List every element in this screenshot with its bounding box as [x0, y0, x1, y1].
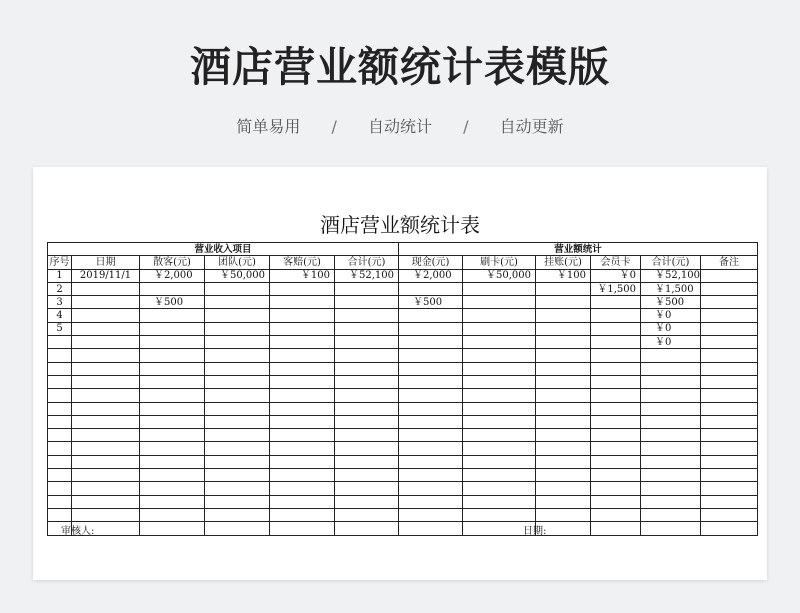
table-cell[interactable] — [72, 469, 140, 482]
table-cell[interactable] — [463, 309, 536, 322]
table-cell[interactable] — [463, 362, 536, 375]
table-cell[interactable] — [48, 389, 72, 402]
table-cell[interactable] — [270, 455, 335, 468]
table-cell[interactable] — [335, 508, 399, 521]
table-cell[interactable] — [463, 322, 536, 335]
table-cell[interactable]: ￥100 — [270, 269, 335, 282]
table-cell[interactable] — [701, 375, 758, 388]
table-cell[interactable] — [140, 402, 205, 415]
table-cell[interactable] — [536, 282, 591, 295]
table-cell[interactable] — [48, 415, 72, 428]
table-row — [48, 522, 758, 535]
table-cell[interactable] — [205, 442, 270, 455]
table-cell[interactable] — [701, 389, 758, 402]
table-cell[interactable] — [335, 296, 399, 309]
table-cell[interactable] — [72, 282, 140, 295]
table-cell[interactable] — [701, 482, 758, 495]
table-cell[interactable] — [536, 508, 591, 521]
table-cell[interactable] — [205, 508, 270, 521]
table-cell[interactable]: 5 — [48, 322, 72, 335]
table-cell[interactable] — [140, 469, 205, 482]
table-cell[interactable] — [463, 482, 536, 495]
table-cell[interactable] — [205, 429, 270, 442]
revenue-table — [47, 242, 758, 536]
table-cell[interactable] — [641, 362, 701, 375]
table-cell[interactable] — [270, 389, 335, 402]
table-cell[interactable] — [72, 402, 140, 415]
table-cell[interactable]: ￥2,000 — [399, 269, 463, 282]
table-row — [48, 455, 758, 468]
table-row — [48, 508, 758, 521]
table-cell[interactable] — [335, 309, 399, 322]
table-cell[interactable] — [536, 362, 591, 375]
table-cell[interactable] — [140, 522, 205, 535]
table-cell[interactable] — [701, 402, 758, 415]
tag-auto-stat: 自动统计 — [367, 117, 432, 136]
table-cell[interactable] — [399, 282, 463, 295]
table-cell[interactable] — [270, 375, 335, 388]
table-cell[interactable] — [536, 309, 591, 322]
column-header: 团队(元) — [205, 256, 270, 269]
table-cell[interactable] — [701, 282, 758, 295]
table-cell[interactable] — [591, 322, 641, 335]
table-cell[interactable] — [270, 415, 335, 428]
column-header: 备注 — [701, 256, 758, 269]
table-cell[interactable] — [205, 415, 270, 428]
table-cell[interactable] — [536, 296, 591, 309]
table-cell[interactable] — [536, 336, 591, 349]
table-cell[interactable] — [48, 402, 72, 415]
table-cell[interactable] — [270, 349, 335, 362]
table-cell[interactable] — [270, 402, 335, 415]
table-cell[interactable] — [591, 362, 641, 375]
table-row — [48, 442, 758, 455]
table-cell[interactable] — [399, 442, 463, 455]
table-cell[interactable] — [399, 362, 463, 375]
table-cell[interactable] — [140, 309, 205, 322]
table-cell[interactable]: ￥1,500 — [641, 282, 701, 295]
table-cell[interactable] — [463, 349, 536, 362]
column-header: 序号 — [49, 256, 70, 268]
table-cell[interactable]: ￥100 — [536, 269, 591, 282]
feature-tagline — [0, 114, 800, 137]
table-cell[interactable] — [335, 375, 399, 388]
table-cell[interactable] — [48, 482, 72, 495]
table-cell[interactable] — [140, 415, 205, 428]
table-cell[interactable] — [641, 482, 701, 495]
table-cell[interactable] — [48, 362, 72, 375]
table-cell[interactable] — [701, 429, 758, 442]
table-cell[interactable] — [591, 429, 641, 442]
table-cell[interactable] — [48, 469, 72, 482]
table-cell[interactable] — [701, 455, 758, 468]
table-cell[interactable] — [335, 282, 399, 295]
table-cell[interactable] — [536, 442, 591, 455]
table-cell[interactable] — [701, 495, 758, 508]
table-cell[interactable] — [205, 309, 270, 322]
table-cell[interactable] — [270, 362, 335, 375]
table-cell[interactable] — [463, 296, 536, 309]
table-cell[interactable] — [591, 482, 641, 495]
table-row — [48, 375, 758, 388]
table-cell[interactable] — [72, 482, 140, 495]
table-cell[interactable] — [701, 442, 758, 455]
table-cell[interactable] — [701, 362, 758, 375]
table-cell[interactable] — [205, 362, 270, 375]
table-cell[interactable] — [335, 336, 399, 349]
table-cell[interactable] — [140, 455, 205, 468]
table-cell[interactable] — [270, 508, 335, 521]
table-cell[interactable] — [270, 442, 335, 455]
table-cell[interactable]: ￥1,500 — [591, 282, 641, 295]
table-cell[interactable] — [591, 375, 641, 388]
table-cell[interactable] — [270, 322, 335, 335]
table-cell[interactable] — [701, 322, 758, 335]
table-row — [48, 282, 758, 295]
table-cell[interactable] — [399, 322, 463, 335]
table-cell[interactable] — [140, 362, 205, 375]
table-cell[interactable] — [140, 495, 205, 508]
table-row — [48, 482, 758, 495]
reviewer-label: 审核人: — [61, 526, 95, 537]
table-cell[interactable] — [335, 402, 399, 415]
group-header-row — [48, 243, 758, 256]
table-cell[interactable] — [399, 389, 463, 402]
table-cell[interactable] — [641, 442, 701, 455]
table-cell[interactable] — [72, 296, 140, 309]
table-cell[interactable] — [270, 336, 335, 349]
table-cell[interactable] — [591, 336, 641, 349]
table-cell[interactable] — [641, 402, 701, 415]
table-cell[interactable] — [536, 375, 591, 388]
table-cell[interactable]: ￥500 — [399, 296, 463, 309]
table-cell[interactable] — [48, 429, 72, 442]
table-cell[interactable] — [536, 322, 591, 335]
table-cell[interactable] — [140, 349, 205, 362]
table-cell[interactable] — [335, 362, 399, 375]
table-cell[interactable] — [536, 455, 591, 468]
table-cell[interactable]: 4 — [48, 309, 72, 322]
table-row — [48, 495, 758, 508]
table-cell[interactable] — [72, 495, 140, 508]
table-cell[interactable] — [72, 389, 140, 402]
table-cell[interactable] — [205, 469, 270, 482]
table-cell[interactable]: 3 — [48, 296, 72, 309]
table-cell[interactable] — [270, 469, 335, 482]
table-cell[interactable] — [48, 495, 72, 508]
table-cell[interactable] — [48, 508, 72, 521]
table-cell[interactable] — [205, 482, 270, 495]
table-cell[interactable] — [399, 402, 463, 415]
table-cell[interactable] — [140, 282, 205, 295]
table-cell[interactable] — [399, 495, 463, 508]
table-row — [48, 362, 758, 375]
table-cell[interactable] — [701, 415, 758, 428]
table-cell[interactable] — [463, 389, 536, 402]
table-cell[interactable] — [270, 522, 335, 535]
table-cell[interactable] — [335, 429, 399, 442]
table-cell[interactable] — [536, 482, 591, 495]
table-cell[interactable] — [463, 469, 536, 482]
table-cell[interactable] — [270, 296, 335, 309]
table-cell[interactable] — [205, 349, 270, 362]
table-cell[interactable] — [335, 522, 399, 535]
tag-easy: 简单易用 — [236, 117, 301, 136]
table-row — [48, 309, 758, 322]
table-cell[interactable] — [335, 415, 399, 428]
table-cell[interactable] — [72, 375, 140, 388]
table-row — [48, 322, 758, 335]
table-cell[interactable] — [463, 508, 536, 521]
table-cell[interactable] — [701, 296, 758, 309]
table-cell[interactable]: ￥500 — [641, 296, 701, 309]
table-cell[interactable] — [536, 415, 591, 428]
table-cell[interactable] — [591, 389, 641, 402]
table-cell[interactable]: ￥0 — [641, 309, 701, 322]
table-cell[interactable] — [399, 508, 463, 521]
table-cell[interactable] — [140, 508, 205, 521]
table-cell[interactable] — [399, 522, 463, 535]
group-income: 营业收入项目 — [48, 243, 399, 256]
table-cell[interactable] — [399, 469, 463, 482]
table-cell[interactable] — [72, 508, 140, 521]
table-cell[interactable] — [72, 336, 140, 349]
table-cell[interactable] — [140, 429, 205, 442]
table-cell[interactable] — [536, 469, 591, 482]
table-cell[interactable] — [270, 482, 335, 495]
column-header: 客赔(元) — [270, 256, 335, 269]
table-cell[interactable] — [335, 322, 399, 335]
table-cell[interactable] — [72, 415, 140, 428]
table-cell[interactable] — [72, 429, 140, 442]
table-cell[interactable] — [591, 455, 641, 468]
table-cell[interactable] — [463, 429, 536, 442]
hero-title: 酒店营业额统计表模版 — [190, 43, 610, 91]
table-cell[interactable] — [641, 429, 701, 442]
table-cell[interactable] — [72, 309, 140, 322]
table-cell[interactable]: ￥500 — [140, 296, 205, 309]
table-cell[interactable] — [205, 389, 270, 402]
table-cell[interactable] — [399, 415, 463, 428]
table-cell[interactable] — [72, 322, 140, 335]
date-label: 日期: — [523, 526, 547, 537]
table-cell[interactable] — [270, 309, 335, 322]
table-cell[interactable] — [641, 495, 701, 508]
table-cell[interactable] — [701, 522, 758, 535]
table-cell[interactable] — [536, 389, 591, 402]
column-header: 合计(元) — [335, 256, 399, 269]
table-cell[interactable] — [591, 522, 641, 535]
table-row — [48, 349, 758, 362]
spreadsheet-preview — [33, 167, 767, 580]
table-row — [48, 429, 758, 442]
column-header: 日期 — [72, 256, 140, 269]
table-cell[interactable] — [140, 322, 205, 335]
table-cell[interactable] — [641, 508, 701, 521]
table-cell[interactable] — [399, 309, 463, 322]
table-cell[interactable] — [72, 455, 140, 468]
column-header: 合计(元) — [641, 256, 701, 269]
table-cell[interactable] — [270, 282, 335, 295]
table-cell[interactable] — [205, 322, 270, 335]
table-cell[interactable] — [205, 522, 270, 535]
table-cell[interactable] — [641, 469, 701, 482]
table-cell[interactable] — [270, 429, 335, 442]
table-cell[interactable] — [591, 469, 641, 482]
table-row — [48, 336, 758, 349]
table-cell[interactable] — [399, 429, 463, 442]
table-cell[interactable] — [591, 508, 641, 521]
tag-separator: / — [331, 117, 337, 136]
table-cell[interactable] — [48, 349, 72, 362]
table-cell[interactable] — [701, 336, 758, 349]
table-cell[interactable] — [48, 455, 72, 468]
table-cell[interactable] — [205, 455, 270, 468]
table-cell[interactable] — [536, 349, 591, 362]
table-cell[interactable] — [591, 349, 641, 362]
table-cell[interactable] — [140, 442, 205, 455]
table-cell[interactable] — [335, 482, 399, 495]
table-row — [48, 469, 758, 482]
table-cell[interactable] — [399, 336, 463, 349]
table-cell[interactable] — [335, 495, 399, 508]
table-cell[interactable]: 1 — [48, 269, 72, 282]
table-cell[interactable] — [48, 336, 72, 349]
table-row — [48, 269, 758, 282]
column-header: 会员卡 — [591, 256, 641, 269]
table-cell[interactable] — [140, 375, 205, 388]
table-row — [48, 415, 758, 428]
table-cell[interactable] — [641, 415, 701, 428]
table-row — [48, 296, 758, 309]
table-cell[interactable]: ￥2,000 — [140, 269, 205, 282]
table-cell[interactable] — [463, 402, 536, 415]
table-cell[interactable] — [463, 415, 536, 428]
table-cell[interactable]: ￥52,100 — [641, 269, 701, 282]
table-cell[interactable]: ￥52,100 — [335, 269, 399, 282]
table-cell[interactable] — [536, 495, 591, 508]
table-cell[interactable] — [205, 402, 270, 415]
tag-separator: / — [463, 117, 469, 136]
table-row — [48, 402, 758, 415]
table-cell[interactable] — [463, 442, 536, 455]
table-cell[interactable] — [205, 282, 270, 295]
table-cell[interactable] — [205, 375, 270, 388]
table-cell[interactable] — [140, 482, 205, 495]
table-cell[interactable] — [463, 336, 536, 349]
table-cell[interactable] — [335, 442, 399, 455]
group-revenue: 营业额统计 — [399, 243, 758, 256]
table-cell[interactable] — [48, 375, 72, 388]
table-cell[interactable] — [335, 349, 399, 362]
table-cell[interactable] — [48, 442, 72, 455]
table-cell[interactable] — [591, 495, 641, 508]
table-cell[interactable] — [72, 349, 140, 362]
table-cell[interactable] — [463, 455, 536, 468]
tag-auto-update: 自动更新 — [499, 117, 564, 136]
table-cell[interactable] — [701, 269, 758, 282]
table-cell[interactable] — [591, 296, 641, 309]
table-cell[interactable]: ￥0 — [641, 336, 701, 349]
table-cell[interactable] — [335, 389, 399, 402]
table-cell[interactable] — [591, 442, 641, 455]
table-cell[interactable] — [641, 375, 701, 388]
table-cell[interactable] — [463, 495, 536, 508]
table-cell[interactable] — [536, 429, 591, 442]
table-cell[interactable] — [641, 349, 701, 362]
table-cell[interactable] — [399, 349, 463, 362]
table-cell[interactable] — [205, 495, 270, 508]
table-cell[interactable] — [335, 455, 399, 468]
table-cell[interactable] — [591, 309, 641, 322]
table-cell[interactable] — [463, 375, 536, 388]
table-cell[interactable] — [701, 349, 758, 362]
table-cell[interactable]: ￥50,000 — [463, 269, 536, 282]
table-cell[interactable]: ￥0 — [641, 322, 701, 335]
column-header: 现金(元) — [399, 256, 463, 269]
table-cell[interactable] — [591, 402, 641, 415]
table-cell[interactable] — [399, 375, 463, 388]
table-cell[interactable] — [399, 482, 463, 495]
table-cell[interactable] — [205, 296, 270, 309]
table-cell[interactable] — [641, 522, 701, 535]
table-cell[interactable] — [701, 309, 758, 322]
table-cell[interactable] — [270, 495, 335, 508]
table-cell[interactable] — [463, 282, 536, 295]
column-header-row — [48, 256, 758, 269]
table-cell[interactable] — [701, 508, 758, 521]
table-cell[interactable] — [140, 336, 205, 349]
column-header: 散客(元) — [140, 256, 205, 269]
table-cell[interactable] — [72, 442, 140, 455]
table-cell[interactable]: ￥50,000 — [205, 269, 270, 282]
table-cell[interactable] — [140, 389, 205, 402]
table-cell[interactable] — [205, 336, 270, 349]
table-cell[interactable]: ￥0 — [591, 269, 641, 282]
column-header: 挂账(元) — [536, 256, 591, 269]
table-cell[interactable] — [701, 469, 758, 482]
table-row — [48, 389, 758, 402]
table-cell[interactable]: 2 — [48, 282, 72, 295]
table-cell[interactable] — [335, 469, 399, 482]
sheet-title: 酒店营业额统计表 — [320, 213, 480, 237]
column-header: 刷卡(元) — [463, 256, 536, 269]
table-cell[interactable] — [536, 402, 591, 415]
table-cell[interactable] — [72, 362, 140, 375]
table-cell[interactable] — [399, 455, 463, 468]
table-cell[interactable] — [641, 455, 701, 468]
table-cell[interactable] — [591, 415, 641, 428]
table-cell[interactable] — [641, 389, 701, 402]
table-cell[interactable]: 2019/11/1 — [72, 269, 140, 282]
